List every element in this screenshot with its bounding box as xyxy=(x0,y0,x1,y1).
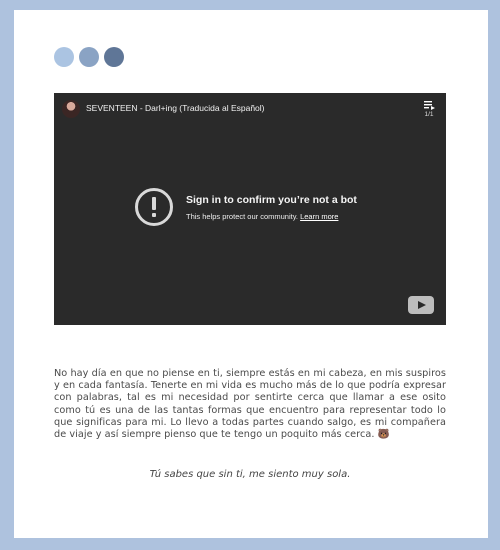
exclamation-circle-icon xyxy=(134,187,174,227)
dot-dark xyxy=(104,47,124,67)
body-paragraph: No hay día en que no piense en ti, siempre estás en mi cabeza, en mis suspiros y en cada fantasía. Tenerte en mi vida es mucho más de lo que podría expresar con palabras, tal es mi necesidad por sentirte cerca que llamar a ese osito como tú es una de las tantas formas que encuentro para representar todo lo que significas para mi. Lo llevo a todas partes cuando salgo, es mi compañera de viaje y así siempre pienso que te tengo un poquito más cerca. 🐻 xyxy=(54,367,446,441)
content-card xyxy=(14,10,488,538)
video-embed[interactable] xyxy=(54,93,446,325)
video-title[interactable]: SEVENTEEN - Darl+ing (Traducida al Español) xyxy=(86,103,265,113)
playlist-count: 1/1 xyxy=(424,111,434,118)
playlist-icon xyxy=(424,101,435,110)
decorative-dots xyxy=(54,47,124,67)
closing-quote: Tú sabes que sin ti, me siento muy sola. xyxy=(149,469,351,480)
signin-subtitle-text: This helps protect our community. xyxy=(186,212,298,221)
youtube-logo-icon[interactable] xyxy=(408,296,434,314)
signin-title: Sign in to confirm you’re not a bot xyxy=(186,194,357,206)
signin-subtitle xyxy=(186,212,338,221)
dot-medium xyxy=(79,47,99,67)
learn-more-link[interactable]: Learn more xyxy=(300,212,339,221)
dot-light xyxy=(54,47,74,67)
channel-avatar[interactable] xyxy=(62,100,80,118)
playlist-button[interactable] xyxy=(422,101,436,118)
